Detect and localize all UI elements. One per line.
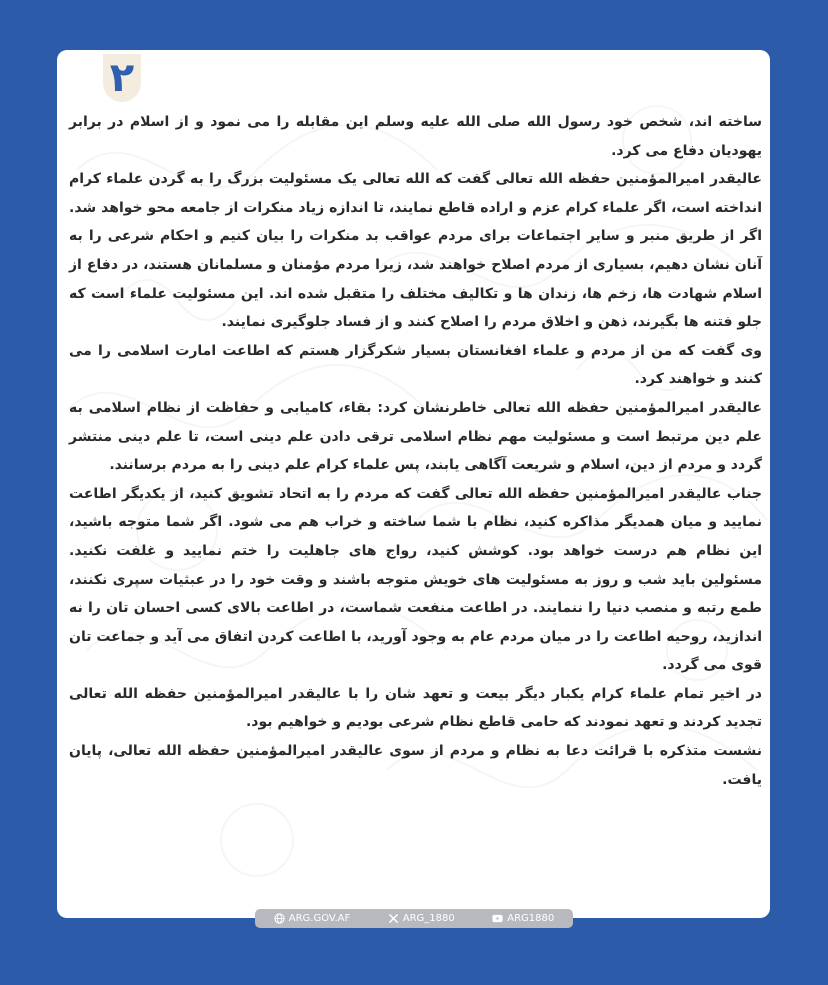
paragraph: وی گفت که من از مردم و علماء افغانستان بسیار شکرگزار هستم که اطاعت امارت اسلامی را می کنند و خواهند کرد.: [69, 342, 762, 388]
article-body: [69, 108, 762, 794]
website-link[interactable]: [274, 913, 350, 924]
paragraph: جناب عالیقدر امیرالمؤمنین حفظه الله تعالی گفت که مردم را به اتحاد تشویق کنید، از یکدیگر اطاعت نمایید و میان همدیگر مذاکره کنید، نظام با شما ساخته و خراب هم می شود. اگر شما متوجه باشید، این نظام هم درست خواهد بود. کوشش کنید، رواج های جاهلیت را ختم نمایید و غلفت نکنید. مسئولین باید شب و روز به مسئولیت های خویش متوجه باشند و وقت خود را در عبثیات سپری نکنند، طمع رتبه و منصب دنیا را ننمایند. در اطاعت منفعت شماست، در اطاعت بالای کسی احسان تان را نه اندازید، روحیه اطاعت را در میان مردم عام به وجود آورید، با اطاعت کردن اتفاق می آید و جماعت تان قوی می گردد.: [69, 485, 762, 674]
globe-icon: [274, 913, 285, 924]
social-footer: [255, 909, 573, 928]
page-number-badge: [103, 54, 141, 102]
paragraph: عالیقدر امیرالمؤمنین حفظه الله تعالی گفت که الله تعالی یک مسئولیت بزرگ را به گردن علماء کرام انداخته است، اگر علماء کرام عزم و اراده قاطع نمایند، تا اندازه زیاد منکرات از جامعه محو خواهد شد. اگر از طریق منبر و سایر اجتماعات برای مردم عواقب بد منکرات را بیان کنیم و احکام شرعی را به آنان نشان دهیم، بسیاری از مردم اصلاح خواهند شد، زیرا مردم مؤمنان و مسلمانان هستند، در دفاع از اسلام شهادت ها، زخم ها، زندان ها و تکالیف مختلف را متقبل شده اند. این مسئولیت علماء است که جلو فتنه ها بگیرند، ذهن و اخلاق مردم را اصلاح کنند و از فساد جلوگیری نمایند.: [69, 171, 762, 331]
x-link[interactable]: [388, 913, 455, 924]
article-card: [57, 50, 770, 918]
youtube-link[interactable]: [492, 913, 554, 924]
paragraph: ساخته اند، شخص خود رسول الله صلی الله علیه وسلم این مقابله را می نمود و از اسلام در برابر یهودیان دفاع می کرد.: [69, 114, 762, 159]
page-number: ۲: [109, 55, 135, 101]
paragraph: نشست متذکره با قرائت دعا به نظام و مردم از سوی عالیقدر امیرالمؤمنین حفظه الله تعالی، پایان یافت.: [69, 743, 762, 788]
youtube-handle: ARG1880: [507, 913, 555, 924]
website-label: ARG.GOV.AF: [288, 913, 351, 924]
youtube-icon: [492, 913, 503, 924]
paragraph: در اخیر تمام علماء کرام یکبار دیگر بیعت و تعهد شان را با عالیقدر امیرالمؤمنین حفظه الله تعالی تجدید کردند و تعهد نمودند که حامی قاطع نظام شرعی بودیم و خواهیم بود.: [69, 685, 762, 731]
paragraph: عالیقدر امیرالمؤمنین حفظه الله تعالی خاطرنشان کرد: بقاء، کامیابی و حفاظت از نظام اسلامی به علم دین مرتبط است و مسئولیت مهم نظام اسلامی ترقی دادن علم دینی است، تا علم دینی منتشر گردد و مردم از دین، اسلام و شریعت آگاهی یابند، پس علماء کرام علم دینی را به مردم برسانند.: [69, 399, 762, 474]
x-logo-icon: [388, 913, 399, 924]
x-handle: ARG_1880: [402, 913, 455, 924]
